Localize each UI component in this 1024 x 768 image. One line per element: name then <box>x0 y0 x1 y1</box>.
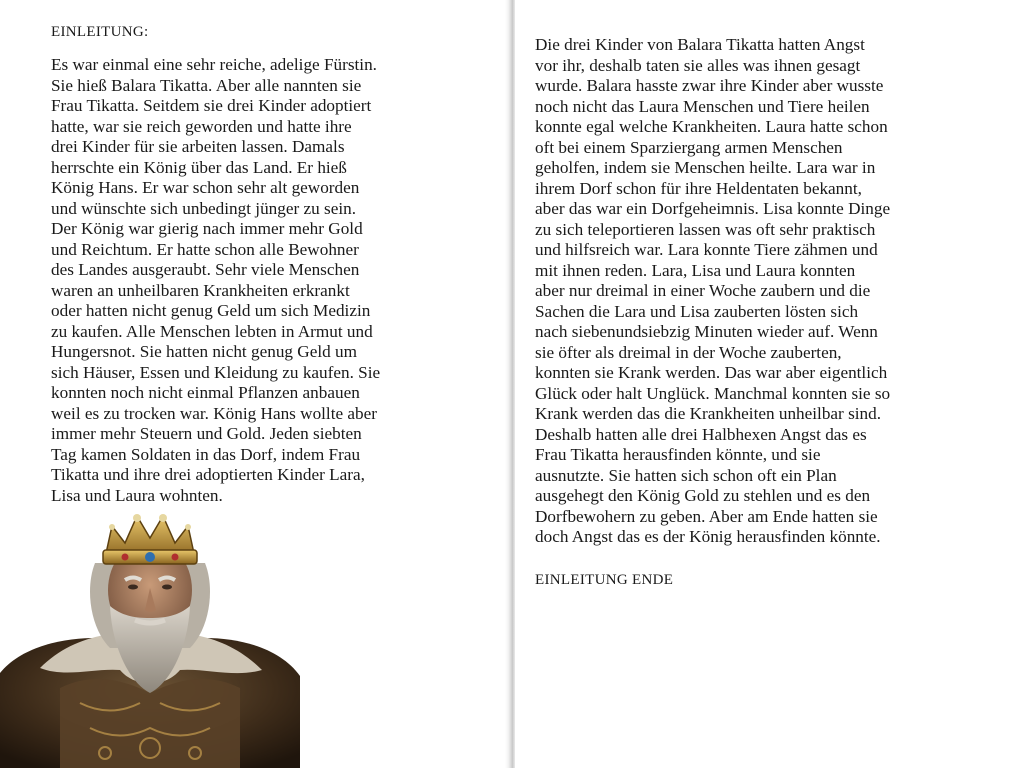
text-line: immer mehr Steuern und Gold. Jeden siebten <box>51 424 362 443</box>
text-line: noch nicht das Laura Menschen und Tiere heilen <box>535 96 870 116</box>
chapter-end-heading: EINLEITUNG ENDE <box>535 572 674 588</box>
text-line: mit ihnen reden. Lara, Lisa und Laura konnten <box>535 260 856 280</box>
text-line: Frau Tikatta. Seitdem sie drei Kinder adoptiert <box>51 96 372 115</box>
text-line: Frau Tikatta herausfinden könnte, und sie <box>535 445 821 464</box>
text-line: zu sich teleportieren lassen was oft sehr praktisch <box>535 219 876 239</box>
text-line: Es war einmal eine sehr reiche, adelige Fürstin. <box>51 55 377 74</box>
text-line: ausgehegt den König Gold zu stehlen und es den <box>535 486 871 505</box>
text-line: sie öfter als dreimal in der Woche zauberten, <box>535 342 842 362</box>
text-line: Krank werden das die Krankheiten unheilbar sind. <box>535 404 882 423</box>
text-line: Lisa und Laura wohnten. <box>51 485 223 505</box>
text-line: zu kaufen. Alle Menschen lebten in Armut und <box>51 321 373 341</box>
text-line: Hungersnot. Sie hatten nicht genug Geld um <box>51 342 357 361</box>
text-line: sich Häuser, Essen und Kleidung zu kaufen. Sie <box>51 362 381 382</box>
right-page <box>515 0 1024 768</box>
text-line: wurde. Balara hasste zwar ihre Kinder aber wusste <box>535 76 884 95</box>
text-line: oder hatten nicht genug Geld um sich Medizin <box>51 301 371 320</box>
text-line: Tikatta und ihre drei adoptierten Kinder Lara, <box>51 465 365 484</box>
text-line: Deshalb hatten alle drei Halbhexen Angst das es <box>535 424 867 444</box>
text-line: aber nur dreimal in einer Woche zaubern und die <box>535 281 871 300</box>
text-line: konnten noch nicht einmal Pflanzen anbauen <box>51 383 360 402</box>
text-line: Sie hieß Balara Tikatta. Aber alle nannten sie <box>51 75 362 95</box>
text-line: weil es zu trocken war. König Hans wollte aber <box>51 403 377 423</box>
text-line: und Reichtum. Er hatte schon alle Bewohner <box>51 239 359 259</box>
text-line: vor ihr, deshalb taten sie alles was ihnen gesagt <box>535 55 861 75</box>
text-line: Glück oder halt Unglück. Manchmal konnten sie so <box>535 383 891 403</box>
text-line: ihrem Dorf schon für ihre Heldentaten bekannt, <box>535 178 862 198</box>
left-page <box>0 0 509 768</box>
text-line: hatte, war sie reich geworden und hatte ihre <box>51 116 352 136</box>
text-line: und wünschte sich unbedingt jünger zu sein. <box>51 198 357 218</box>
text-line: konnten sie Krank werden. Das war aber eigentlich <box>535 363 888 382</box>
text-line: Tag kamen Soldaten in das Dorf, indem Frau <box>51 444 361 464</box>
king-portrait <box>0 498 300 768</box>
text-line: doch Angst das es der König herausfinden könnte. <box>535 527 881 546</box>
text-line: oft bei einem Sparziergang armen Menschen <box>535 137 843 157</box>
right-page-text <box>535 35 987 548</box>
text-line: Sachen die Lara und Lisa zauberten lösten sich <box>535 301 859 321</box>
text-line: aber das war ein Dorfgeheimnis. Lisa konnte Dinge <box>535 199 891 218</box>
text-line: waren an unheilbaren Krankheiten erkrankt <box>51 280 350 300</box>
text-line: König Hans. Er war schon sehr alt geworden <box>51 178 360 197</box>
text-line: konnte egal welche Krankheiten. Laura hatte schon <box>535 117 888 136</box>
text-line: drei Kinder für sie arbeiten lassen. Damals <box>51 137 345 156</box>
text-line: Der König war gierig nach immer mehr Gold <box>51 219 363 238</box>
left-page-text <box>51 55 471 506</box>
text-line: und hilfsreich war. Lara konnte Tiere zähmen und <box>535 240 878 259</box>
text-line: Die drei Kinder von Balara Tikatta hatten Angst <box>535 35 865 54</box>
text-line: Dorfbewohern zu geben. Aber am Ende hatten sie <box>535 506 878 526</box>
text-line: nach siebenundsiebzig Minuten wieder auf. Wenn <box>535 322 878 341</box>
text-line: geholfen, indem sie Menschen heilte. Lara war in <box>535 158 876 177</box>
text-line: ausnutzte. Sie hatten sich schon oft ein Plan <box>535 465 837 485</box>
text-line: des Landes ausgeraubt. Sehr viele Menschen <box>51 260 360 279</box>
chapter-heading: EINLEITUNG: <box>51 24 149 40</box>
text-line: herrschte ein König über das Land. Er hieß <box>51 157 347 177</box>
